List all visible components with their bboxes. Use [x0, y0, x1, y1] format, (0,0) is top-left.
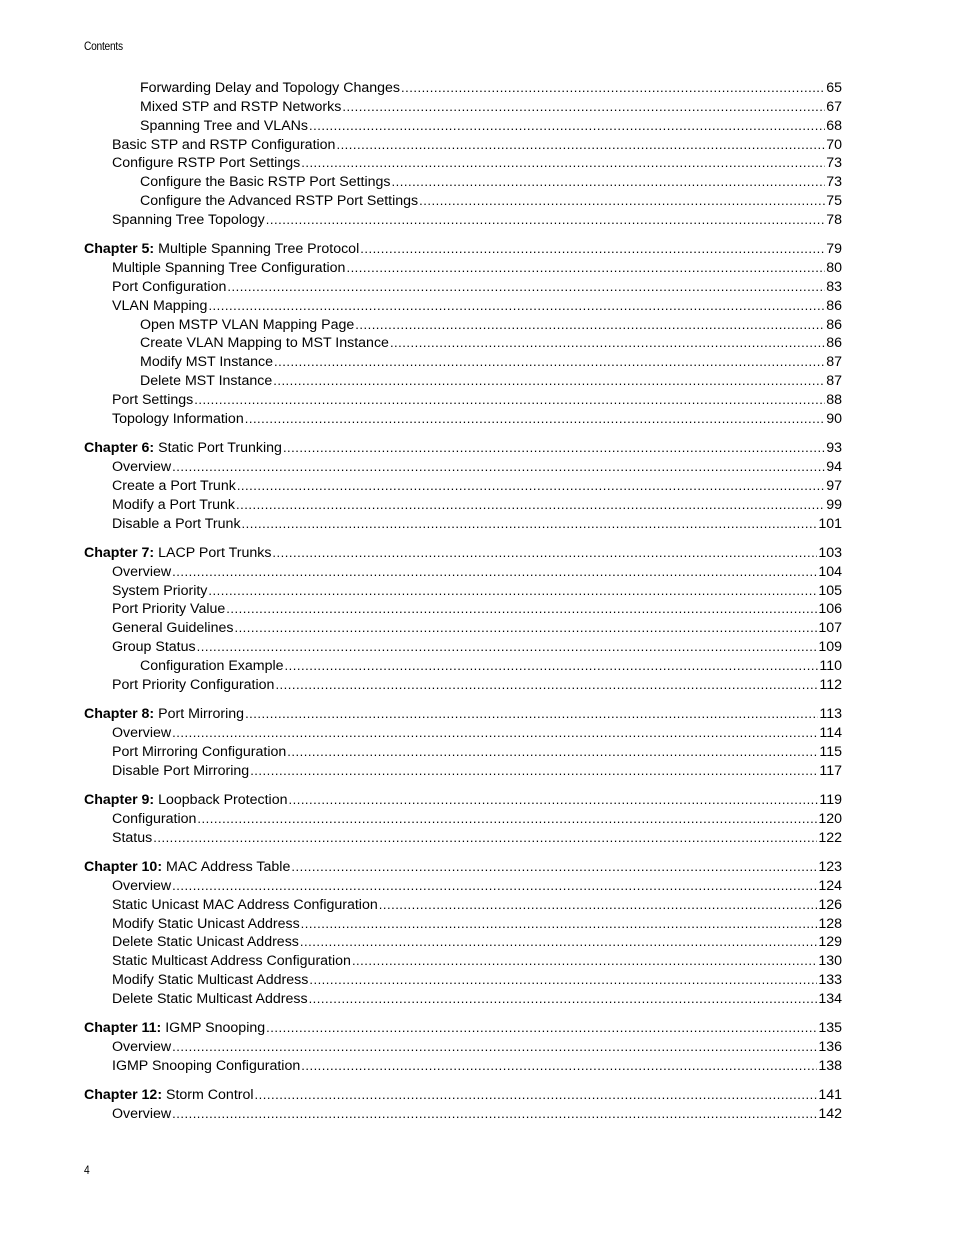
dot-leader — [291, 858, 817, 877]
toc-page-number: 107 — [818, 620, 842, 637]
toc-page-number: 106 — [818, 601, 842, 618]
dot-leader — [309, 971, 817, 990]
dot-leader — [301, 154, 825, 173]
toc-page-number: 142 — [818, 1106, 842, 1123]
toc-page-number: 119 — [819, 792, 842, 809]
toc-entry-label — [112, 563, 171, 582]
dot-leader — [208, 297, 825, 316]
toc-page-number: 87 — [826, 354, 842, 371]
toc-entry-label — [84, 1086, 254, 1105]
running-header: Contents — [84, 39, 123, 53]
toc-entry-label — [112, 619, 233, 638]
toc-page-number: 130 — [818, 953, 842, 970]
dot-leader — [236, 496, 825, 515]
toc-page-number: 88 — [826, 392, 842, 408]
toc-entry-title: Port Configuration — [112, 278, 227, 295]
toc-entry[interactable] — [84, 762, 842, 781]
toc-entry[interactable] — [84, 154, 842, 173]
toc-page-number: 138 — [818, 1058, 842, 1074]
chapter-number: Chapter 8: — [84, 706, 155, 723]
toc-page-number: 87 — [826, 373, 842, 390]
toc-entry-label — [112, 477, 236, 496]
toc-page-number: 133 — [818, 972, 842, 989]
toc-entry-title: Topology Information — [112, 410, 244, 427]
toc-entry-title: Modify Static Multicast Address — [112, 972, 309, 989]
dot-leader — [342, 98, 825, 117]
toc-entry-label — [112, 391, 193, 410]
toc-entry[interactable] — [84, 990, 842, 1009]
toc-entry[interactable] — [84, 915, 842, 934]
toc-entry-title: Static Unicast MAC Address Configuration — [112, 896, 378, 913]
toc-entry-label — [84, 791, 287, 810]
toc-page-number: 78 — [826, 211, 842, 228]
toc-entry-label — [112, 410, 244, 429]
toc-entry-label — [84, 1019, 265, 1038]
toc-entry-label — [112, 743, 286, 762]
toc-entry-title: Disable a Port Trunk — [112, 515, 241, 532]
toc-entry-title: Port Settings — [112, 392, 194, 408]
toc-entry-title: Spanning Tree and VLANs — [140, 117, 308, 134]
toc-entry-label — [112, 515, 241, 534]
dot-leader — [226, 600, 817, 619]
toc-entry-title: LACP Port Trunks — [158, 544, 272, 561]
toc-entry[interactable] — [84, 1057, 842, 1076]
toc-entry-label — [112, 1057, 300, 1076]
toc-page-number: 113 — [819, 706, 842, 723]
toc-entry-label — [112, 259, 345, 278]
toc-page-number: 101 — [818, 515, 842, 532]
toc-entry-title: Multiple Spanning Tree Protocol — [158, 241, 360, 258]
dot-leader — [283, 439, 825, 458]
toc-entry-label — [140, 98, 341, 117]
toc-entry-label — [112, 724, 171, 743]
toc-entry[interactable] — [84, 496, 842, 515]
toc-entry-label — [112, 600, 225, 619]
toc-entry-title: Port Mirroring — [158, 706, 245, 723]
dot-leader — [234, 619, 817, 638]
toc-entry[interactable] — [84, 136, 842, 155]
toc-entry-title: System Priority — [112, 582, 208, 599]
dot-leader — [197, 638, 818, 657]
toc-page-number: 136 — [818, 1039, 842, 1056]
dot-leader — [309, 117, 825, 136]
toc-entry-label — [112, 915, 300, 934]
toc-entry-title: Port Priority Value — [112, 601, 226, 618]
toc-entry-label — [112, 136, 335, 155]
dot-leader — [401, 79, 825, 98]
toc-page-number: 109 — [818, 639, 842, 656]
dot-leader — [194, 391, 825, 410]
toc-entry[interactable] — [84, 98, 842, 117]
toc-page-number: 90 — [826, 410, 842, 427]
toc-entry[interactable] — [84, 372, 842, 391]
toc-page-number: 75 — [826, 193, 842, 210]
toc-entry[interactable] — [84, 810, 842, 829]
toc-entry-title: Delete Static Unicast Address — [112, 934, 299, 951]
toc-entry[interactable] — [84, 316, 842, 335]
toc-entry-label — [140, 657, 284, 676]
toc-page-number: 122 — [818, 829, 842, 846]
toc-entry[interactable] — [84, 619, 842, 638]
toc-page-number: 86 — [826, 297, 842, 314]
toc-entry-label — [84, 858, 290, 877]
toc-entry-label — [140, 192, 418, 211]
toc-entry-title: Loopback Protection — [158, 792, 288, 809]
dot-leader — [208, 582, 817, 601]
toc-entry-title: Port Priority Configuration — [112, 676, 275, 693]
toc-chapter-entry[interactable] — [84, 1086, 842, 1105]
toc-page-number: 134 — [818, 990, 842, 1007]
dot-leader — [285, 657, 819, 676]
toc-entry-title: Overview — [112, 563, 172, 580]
toc-entry-title: Overview — [112, 1106, 172, 1123]
toc-entry-label — [140, 353, 273, 372]
toc-entry[interactable] — [84, 638, 842, 657]
chapter-number: Chapter 10: — [84, 859, 163, 876]
toc-entry-title: Status — [112, 829, 153, 846]
table-of-contents — [84, 79, 842, 1124]
toc-entry[interactable] — [84, 582, 842, 601]
toc-entry[interactable] — [84, 896, 842, 915]
toc-chapter-entry[interactable] — [84, 858, 842, 877]
toc-entry-title: Configuration Example — [140, 657, 284, 674]
toc-entry-title: Overview — [112, 1039, 172, 1056]
dot-leader — [172, 563, 817, 582]
toc-entry[interactable] — [84, 515, 842, 534]
toc-entry-label — [112, 952, 351, 971]
dot-leader — [352, 952, 817, 971]
toc-entry-label — [112, 638, 196, 657]
dot-leader — [172, 877, 817, 896]
toc-page-number: 73 — [826, 174, 842, 191]
dot-leader — [272, 544, 817, 563]
toc-page-number: 83 — [826, 278, 842, 295]
toc-entry-label — [140, 173, 391, 192]
toc-entry-title: Configuration — [112, 810, 197, 827]
toc-page-number: 135 — [818, 1020, 842, 1037]
toc-entry-title: Disable Port Mirroring — [112, 762, 250, 779]
toc-page-number: 115 — [819, 743, 842, 760]
toc-page-number: 99 — [826, 496, 842, 513]
toc-entry-title: Multiple Spanning Tree Configuration — [112, 260, 346, 277]
toc-entry-label — [112, 211, 265, 230]
toc-entry-label — [112, 933, 299, 952]
toc-entry-title: Modify a Port Trunk — [112, 496, 236, 513]
toc-page-number: 93 — [826, 440, 842, 457]
toc-page-number: 105 — [818, 582, 842, 599]
page-number: 4 — [84, 1163, 90, 1177]
dot-leader — [266, 211, 825, 230]
toc-entry[interactable] — [84, 743, 842, 762]
toc-entry-title: Configure RSTP Port Settings — [112, 155, 301, 172]
toc-page-number: 112 — [819, 676, 842, 693]
toc-entry-label — [112, 896, 378, 915]
toc-page-number: 114 — [819, 725, 842, 741]
chapter-number: Chapter 11: — [84, 1020, 162, 1037]
toc-entry[interactable] — [84, 877, 842, 896]
toc-entry-label — [140, 334, 389, 353]
toc-entry-title: Delete MST Instance — [140, 373, 273, 390]
toc-entry-label — [112, 829, 152, 848]
toc-page-number: 126 — [818, 896, 842, 913]
toc-entry-title: Overview — [112, 877, 172, 894]
toc-entry[interactable] — [84, 971, 842, 990]
toc-entry-label — [112, 496, 235, 515]
toc-page-number: 97 — [826, 477, 842, 494]
toc-entry[interactable] — [84, 278, 842, 297]
chapter-number: Chapter 5: — [84, 241, 155, 258]
toc-entry[interactable] — [84, 334, 842, 353]
dot-leader — [237, 477, 825, 496]
toc-page-number: 94 — [826, 459, 842, 476]
toc-entry-title: IGMP Snooping — [165, 1020, 266, 1037]
toc-entry-title: Open MSTP VLAN Mapping Page — [140, 316, 355, 333]
toc-entry-title: Delete Static Multicast Address — [112, 990, 308, 1007]
toc-entry[interactable] — [84, 458, 842, 477]
toc-page-number: 129 — [818, 934, 842, 951]
toc-entry-label — [112, 810, 196, 829]
toc-page-number: 128 — [818, 915, 842, 932]
toc-page-number: 110 — [819, 657, 842, 674]
toc-entry-title: Static Port Trunking — [158, 440, 282, 457]
toc-page-number: 79 — [826, 241, 842, 258]
toc-chapter-entry[interactable] — [84, 1019, 842, 1038]
toc-entry[interactable] — [84, 297, 842, 316]
dot-leader — [287, 743, 818, 762]
toc-entry[interactable] — [84, 657, 842, 676]
dot-leader — [309, 990, 818, 1009]
dot-leader — [242, 515, 818, 534]
dot-leader — [172, 1105, 817, 1124]
toc-entry[interactable] — [84, 192, 842, 211]
toc-chapter-entry[interactable] — [84, 791, 842, 810]
toc-entry[interactable] — [84, 1105, 842, 1124]
toc-page-number: 70 — [826, 136, 842, 153]
toc-chapter-entry[interactable] — [84, 705, 842, 724]
toc-entry-title: Group Status — [112, 639, 196, 656]
toc-entry[interactable] — [84, 724, 842, 743]
toc-chapter-entry[interactable] — [84, 544, 842, 563]
dot-leader — [301, 915, 818, 934]
dot-leader — [392, 173, 826, 192]
dot-leader — [245, 705, 818, 724]
toc-entry-title: Overview — [112, 459, 172, 476]
toc-entry-label — [112, 676, 274, 695]
dot-leader — [172, 724, 818, 743]
toc-chapter-entry[interactable] — [84, 439, 842, 458]
toc-page-number: 73 — [826, 155, 842, 172]
toc-entry[interactable] — [84, 173, 842, 192]
toc-entry-label — [140, 372, 272, 391]
dot-leader — [274, 353, 825, 372]
toc-entry-label — [84, 439, 282, 458]
dot-leader — [255, 1086, 818, 1105]
dot-leader — [346, 259, 825, 278]
toc-entry-title: Spanning Tree Topology — [112, 211, 265, 228]
toc-entry-label — [112, 990, 308, 1009]
dot-leader — [245, 410, 826, 429]
toc-chapter-entry[interactable] — [84, 240, 842, 259]
toc-entry-title: Configure the Advanced RSTP Port Settings — [140, 193, 419, 210]
toc-entry[interactable] — [84, 117, 842, 136]
toc-entry-label — [84, 544, 271, 563]
toc-page-number: 65 — [826, 80, 842, 96]
dot-leader — [379, 896, 818, 915]
toc-page-number: 117 — [819, 762, 842, 779]
dot-leader — [250, 762, 818, 781]
toc-page-number: 67 — [826, 98, 842, 115]
toc-entry-label — [112, 971, 308, 990]
dot-leader — [336, 136, 825, 155]
toc-entry-label — [112, 458, 171, 477]
toc-page-number: 86 — [826, 316, 842, 333]
toc-entry-title: Create a Port Trunk — [112, 477, 236, 494]
toc-entry[interactable] — [84, 563, 842, 582]
toc-entry-label — [112, 1038, 171, 1057]
toc-page-number: 86 — [826, 335, 842, 352]
toc-entry-label — [140, 79, 400, 98]
toc-page-number: 103 — [818, 544, 842, 561]
toc-entry-title: Create VLAN Mapping to MST Instance — [140, 335, 389, 352]
dot-leader — [275, 676, 818, 695]
toc-entry[interactable] — [84, 952, 842, 971]
toc-entry-label — [112, 762, 249, 781]
toc-page-number: 141 — [818, 1087, 842, 1104]
toc-page-number: 120 — [818, 810, 842, 827]
toc-page-number: 124 — [818, 877, 842, 894]
toc-entry-label — [84, 240, 359, 259]
chapter-number: Chapter 12: — [84, 1087, 163, 1104]
toc-entry-title: IGMP Snooping Configuration — [112, 1058, 301, 1074]
toc-entry[interactable] — [84, 259, 842, 278]
toc-entry-title: VLAN Mapping — [112, 297, 208, 314]
toc-entry-title: Port Mirroring Configuration — [112, 743, 287, 760]
toc-entry[interactable] — [84, 933, 842, 952]
dot-leader — [288, 791, 818, 810]
toc-entry[interactable] — [84, 353, 842, 372]
dot-leader — [355, 316, 825, 335]
dot-leader — [266, 1019, 817, 1038]
toc-entry-label — [112, 297, 207, 316]
toc-entry-title: Mixed STP and RSTP Networks — [140, 98, 342, 115]
toc-entry-title: MAC Address Table — [166, 859, 291, 876]
dot-leader — [301, 1057, 817, 1076]
toc-entry[interactable] — [84, 676, 842, 695]
toc-page-number: 68 — [826, 117, 842, 134]
dot-leader — [300, 933, 817, 952]
dot-leader — [227, 278, 825, 297]
toc-entry-label — [112, 877, 171, 896]
toc-entry[interactable] — [84, 79, 842, 98]
dot-leader — [172, 1038, 817, 1057]
toc-entry[interactable] — [84, 477, 842, 496]
dot-leader — [197, 810, 817, 829]
dot-leader — [172, 458, 825, 477]
toc-page-number: 80 — [826, 260, 842, 277]
toc-page-number: 123 — [818, 859, 842, 876]
toc-entry-label — [112, 154, 300, 173]
toc-entry-label — [140, 316, 354, 335]
toc-entry-title: Basic STP and RSTP Configuration — [112, 136, 336, 153]
dot-leader — [390, 334, 825, 353]
toc-entry[interactable] — [84, 1038, 842, 1057]
toc-entry-title: Modify MST Instance — [140, 354, 273, 371]
toc-entry-label — [112, 582, 207, 601]
toc-entry[interactable] — [84, 829, 842, 848]
toc-entry-title: Configure the Basic RSTP Port Settings — [140, 174, 391, 191]
toc-entry-label — [112, 278, 226, 297]
toc-entry-label — [140, 117, 308, 136]
toc-page-number: 104 — [818, 563, 842, 580]
dot-leader — [153, 829, 817, 848]
toc-entry-title: Modify Static Unicast Address — [112, 915, 300, 932]
chapter-number: Chapter 9: — [84, 792, 155, 809]
dot-leader — [419, 192, 825, 211]
toc-entry-title: Static Multicast Address Configuration — [112, 953, 351, 970]
toc-entry-label — [84, 705, 244, 724]
toc-entry-title: Storm Control — [166, 1087, 254, 1104]
toc-entry[interactable] — [84, 600, 842, 619]
toc-entry-label — [112, 1105, 171, 1124]
toc-entry[interactable] — [84, 410, 842, 429]
toc-entry[interactable] — [84, 211, 842, 230]
chapter-number: Chapter 7: — [84, 544, 155, 561]
toc-entry-title: Overview — [112, 725, 172, 741]
toc-entry[interactable] — [84, 391, 842, 410]
dot-leader — [273, 372, 825, 391]
toc-entry-title: Forwarding Delay and Topology Changes — [140, 80, 401, 96]
chapter-number: Chapter 6: — [84, 440, 155, 457]
dot-leader — [360, 240, 825, 259]
toc-entry-title: General Guidelines — [112, 620, 234, 637]
